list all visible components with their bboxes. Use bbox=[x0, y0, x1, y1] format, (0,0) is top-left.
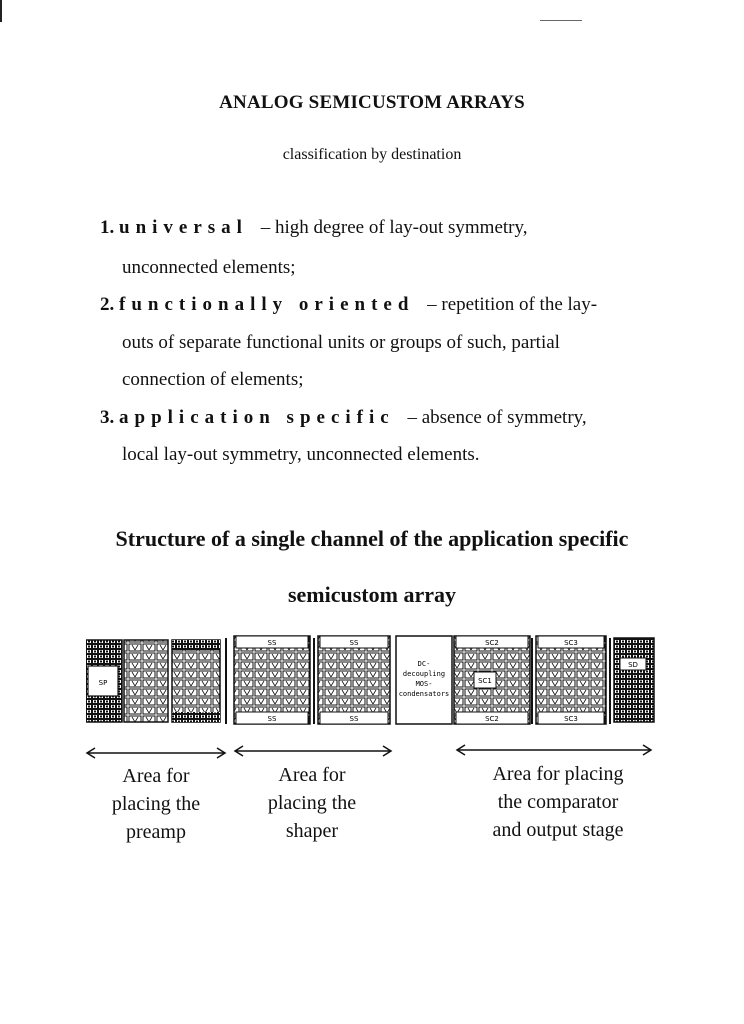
shaper-block-2 bbox=[318, 636, 390, 724]
scan-top-line bbox=[540, 20, 582, 21]
classification-item-functionally-oriented bbox=[100, 294, 597, 316]
page-title: ANALOG SEMICUSTOM ARRAYS bbox=[219, 92, 525, 113]
area-label-shaper bbox=[242, 761, 382, 845]
comparator-block-1 bbox=[454, 636, 530, 724]
page-subtitle: classification by destination bbox=[282, 146, 462, 163]
ss-label-top: SS bbox=[267, 639, 277, 647]
item-keyword: application specific bbox=[119, 407, 395, 428]
area-label-comparator bbox=[458, 760, 658, 844]
shaper-area-arrow bbox=[232, 744, 394, 758]
item-number: 1. bbox=[100, 217, 115, 238]
item-continuation-line: local lay-out symmetry, unconnected elements. bbox=[122, 444, 480, 465]
area-label-line: and output stage bbox=[492, 819, 624, 841]
center-label-2: decoupling bbox=[402, 670, 446, 678]
ss-label-top: SS bbox=[349, 639, 359, 647]
sc2-label-bottom: SC2 bbox=[485, 715, 499, 723]
center-label-1: DC- bbox=[417, 660, 431, 668]
dc-decoupling-block bbox=[396, 636, 452, 724]
item-number: 3. bbox=[100, 407, 115, 428]
output-stage-block bbox=[614, 638, 654, 722]
classification-item-application-specific bbox=[100, 407, 587, 429]
sc3-label-top: SC3 bbox=[564, 639, 578, 647]
item-dash: – bbox=[427, 294, 437, 315]
comparator-area-arrow bbox=[454, 743, 654, 757]
area-label-line: shaper bbox=[285, 820, 339, 842]
comparator-block-2 bbox=[536, 636, 606, 724]
item-continuation-line: connection of elements; bbox=[122, 369, 304, 390]
center-label-3: MOS- bbox=[415, 680, 433, 688]
sc3-label-bottom: SC3 bbox=[564, 715, 578, 723]
item-text-line: repetition of the lay- bbox=[441, 294, 598, 315]
classification-item-universal bbox=[100, 217, 528, 239]
sc1-label: SC1 bbox=[478, 677, 492, 685]
scan-edge-mark bbox=[0, 0, 2, 22]
item-dash: – bbox=[407, 407, 417, 428]
area-label-line: Area for placing bbox=[492, 763, 624, 785]
item-text-line: absence of symmetry, bbox=[421, 407, 587, 428]
ss-label-bottom: SS bbox=[349, 715, 359, 723]
area-label-line: Area for bbox=[122, 765, 190, 787]
preamp-cells bbox=[124, 640, 220, 722]
shaper-block-1 bbox=[234, 636, 310, 724]
sp-label: SP bbox=[98, 679, 108, 687]
item-number: 2. bbox=[100, 294, 115, 315]
item-dash: – bbox=[260, 217, 271, 238]
item-keyword: universal bbox=[119, 217, 248, 238]
area-label-line: preamp bbox=[126, 821, 186, 843]
preamp-block bbox=[86, 640, 122, 722]
area-label-line: Area for bbox=[278, 764, 346, 786]
area-label-line: the comparator bbox=[497, 791, 619, 813]
item-continuation-line: unconnected elements; bbox=[122, 257, 296, 278]
center-label-4: condensators bbox=[398, 690, 450, 698]
ss-label-bottom: SS bbox=[267, 715, 277, 723]
area-label-line: placing the bbox=[111, 793, 201, 815]
sc2-label-top: SC2 bbox=[485, 639, 499, 647]
item-continuation-line: outs of separate functional units or groups of such, partial bbox=[122, 332, 560, 353]
item-keyword: functionally oriented bbox=[119, 294, 415, 315]
item-text-line: high degree of lay-out symmetry, bbox=[274, 217, 528, 238]
structure-title-line-1: Structure of a single channel of the application specific bbox=[115, 526, 629, 551]
sd-label: SD bbox=[628, 661, 638, 669]
structure-title-line-2: semicustom array bbox=[287, 582, 456, 607]
area-label-preamp bbox=[86, 762, 226, 846]
area-label-line: placing the bbox=[267, 792, 357, 814]
preamp-area-arrow bbox=[84, 746, 228, 760]
channel-layout-diagram bbox=[86, 634, 656, 726]
